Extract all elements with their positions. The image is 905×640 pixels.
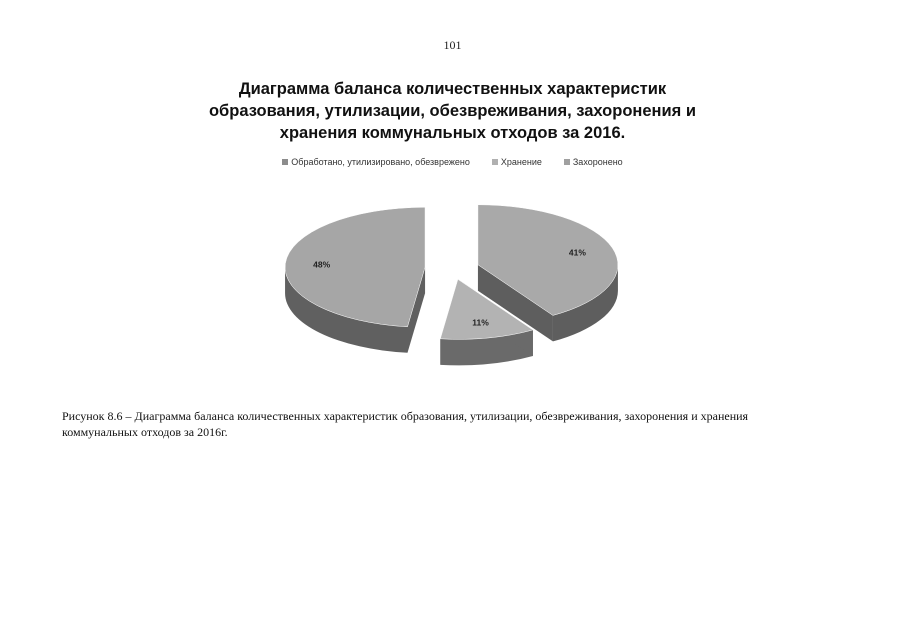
figure-caption [62,408,844,440]
chart-title-line-2: образования, утилизации, обезвреживания, захоронения и [208,102,697,120]
chart-title-line-3: хранения коммунальных отходов за 2016. [279,124,626,142]
caption-line-1: Рисунок 8.6 – Диаграмма баланса количественных характеристик образования, утилизации, обезвреживания, захоронения и хранения [62,409,749,423]
pie-data-label-1: 41% [568,247,586,258]
pie-slice-3 [285,207,425,353]
legend-label-buried: Захоронено [572,157,623,167]
legend-label-storage: Хранение [500,157,542,167]
caption-line-2: коммунальных отходов за 2016г. [62,425,228,439]
chart-title-line-1: Диаграмма баланса количественных характеристик [238,80,667,98]
legend-label-processed: Обработано, утилизировано, обезврежено [291,157,470,167]
pie-data-label-2: 11% [472,317,489,328]
pie-data-label-3: 48% [313,259,331,270]
page-number: 101 [443,38,462,52]
